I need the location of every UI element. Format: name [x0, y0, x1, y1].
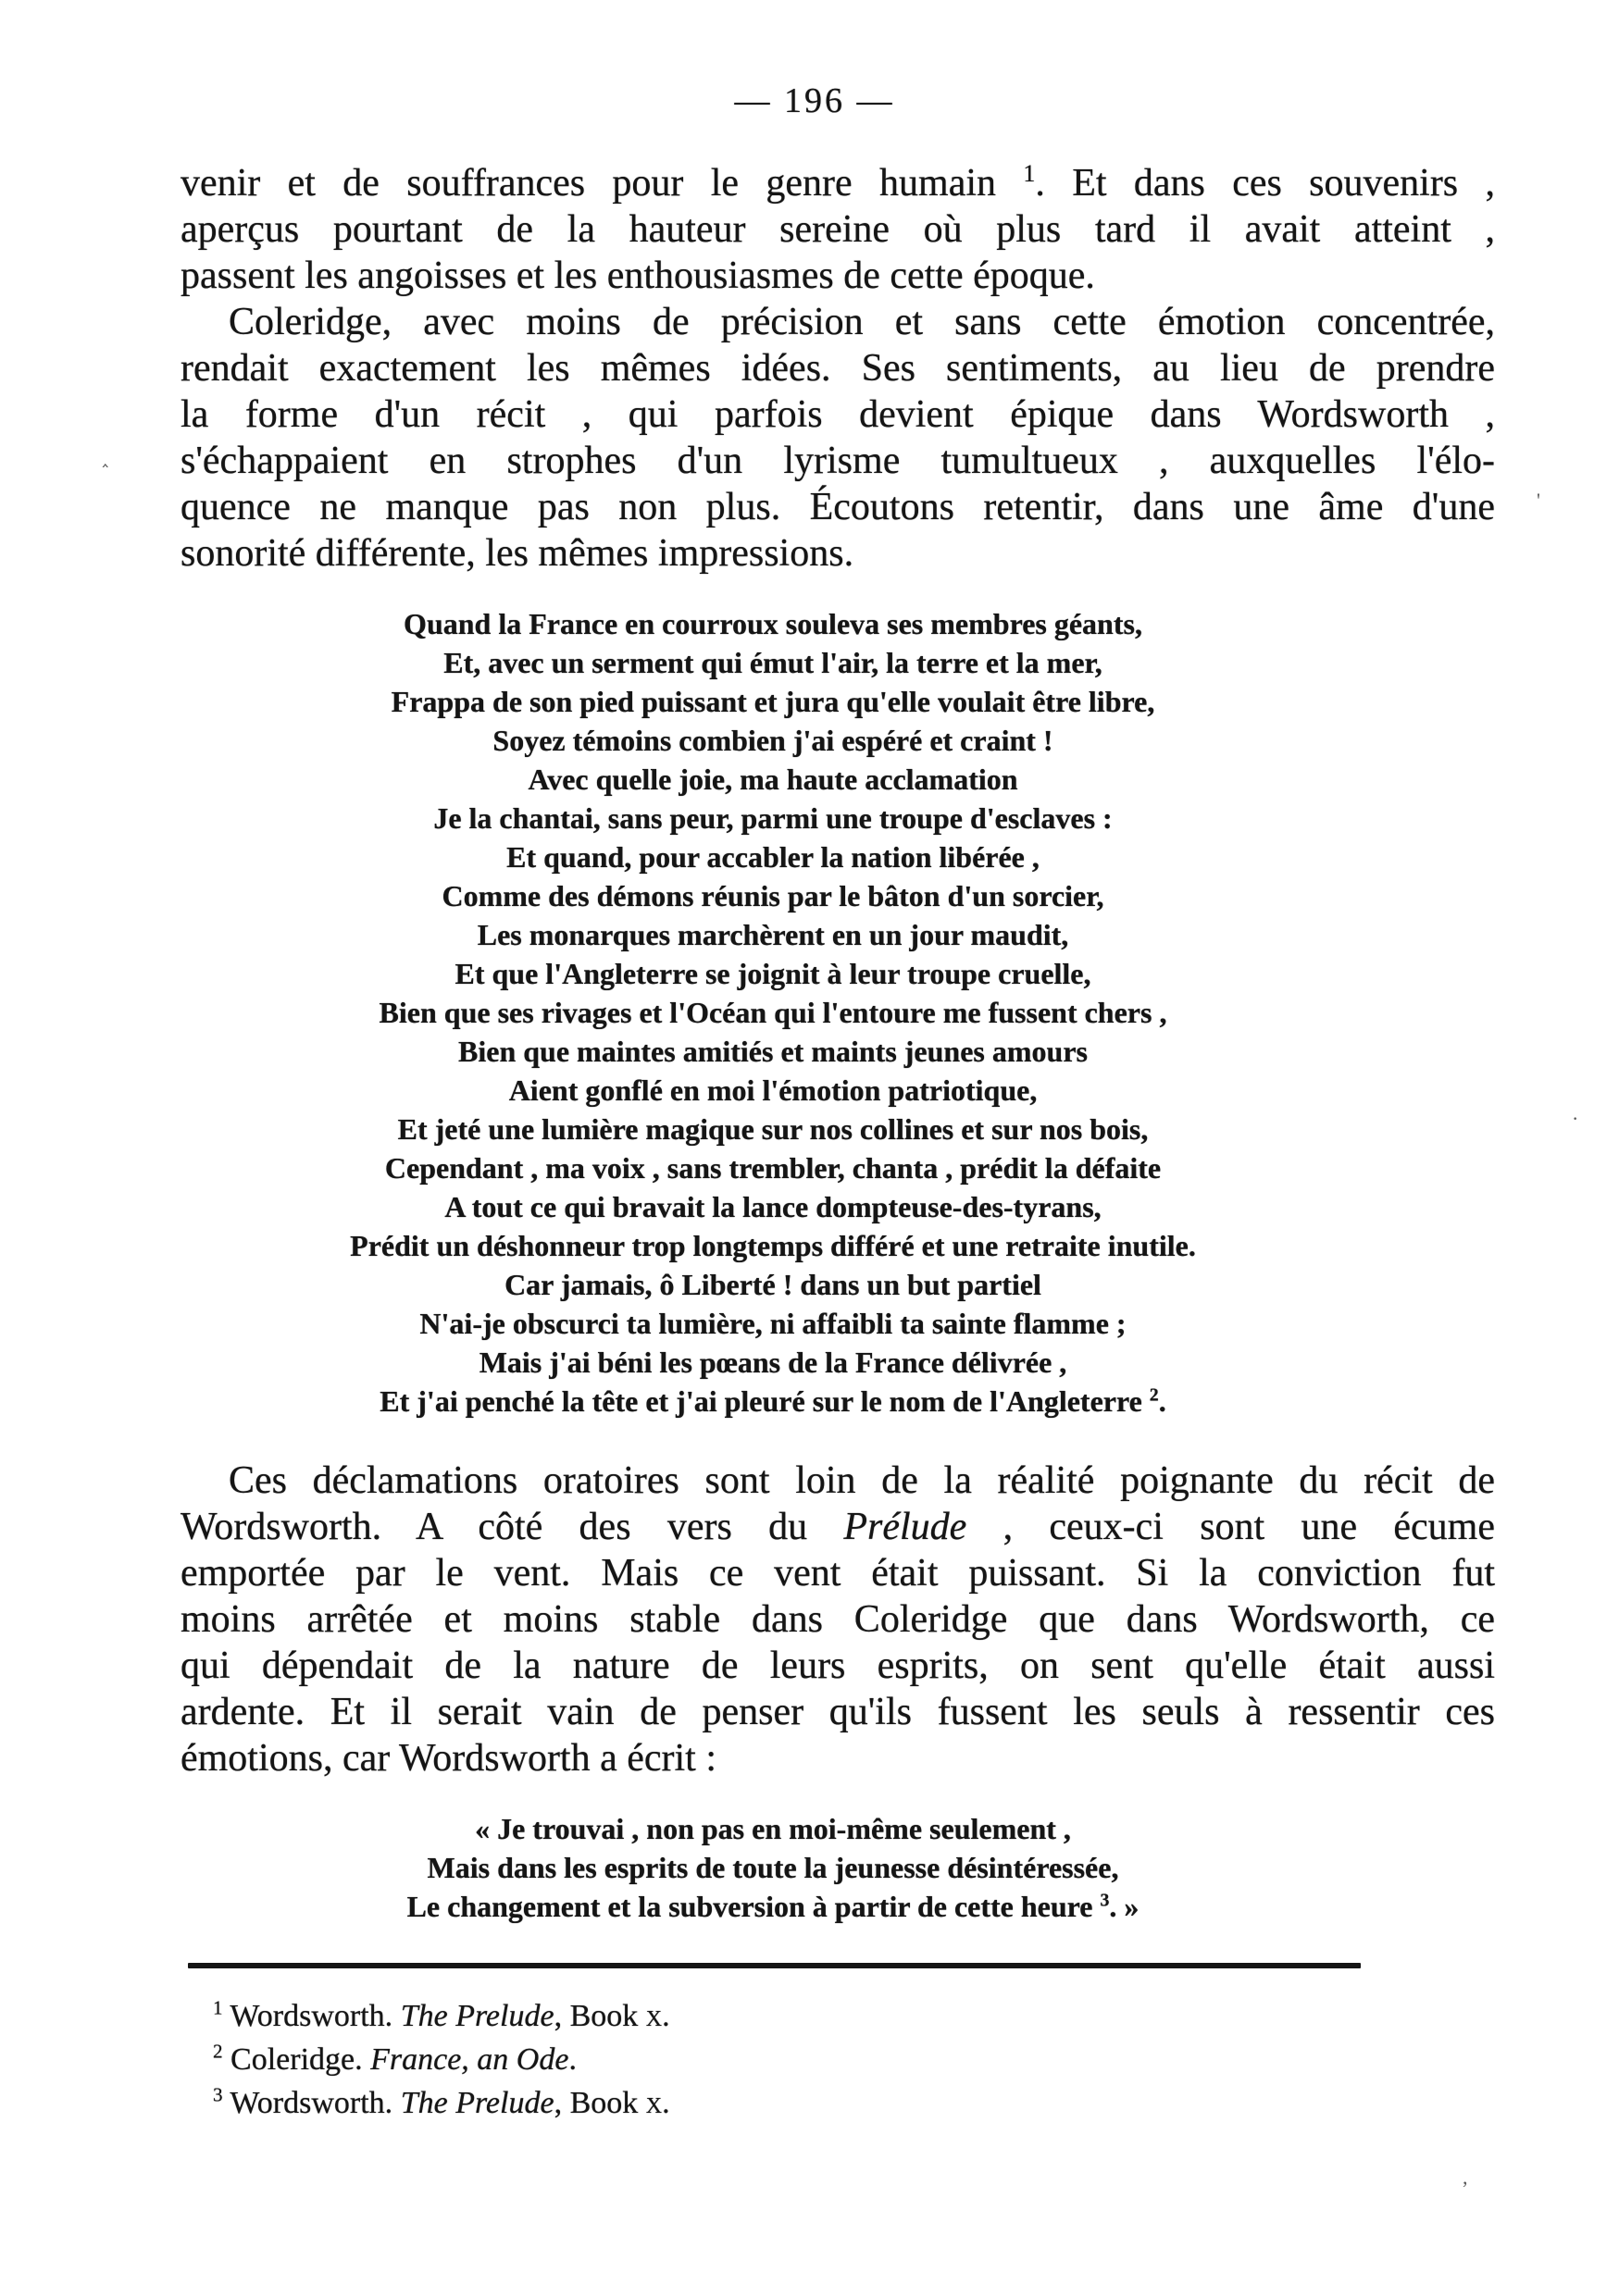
text-segment: Ces déclamations oratoires sont loin de la réalité poignante du récit de: [229, 1459, 1495, 1502]
text-segment: Et que l'Angleterre se joignit à leur troupe cruelle,: [455, 957, 1091, 990]
text-segment: The Prelude: [400, 1999, 554, 2033]
coleridge-ode-verse-line: [181, 838, 1365, 876]
text-segment: Quand la France en courroux souleva ses membres géants,: [404, 607, 1142, 640]
scan-speck: ·: [1572, 1107, 1579, 1130]
text-segment: Les monarques marchèrent en un jour maudit,: [477, 918, 1069, 951]
footnotes-line: [181, 1994, 1495, 2038]
commentary-paragraph-line: [181, 1458, 1495, 1504]
text-segment: , ceux-ci sont une écume: [966, 1506, 1495, 1548]
text-segment: Et, avec un serment qui émut l'air, la terre et la mer,: [443, 646, 1102, 679]
scan-speck: ': [1537, 489, 1540, 512]
coleridge-ode-verse-line: [181, 954, 1365, 993]
text-segment: Mais j'ai béni les pœans de la France délivrée ,: [479, 1346, 1067, 1379]
footnote-separator: [188, 1963, 1361, 1968]
coleridge-ode-verse-line: [181, 682, 1365, 721]
text-segment: .: [662, 1999, 670, 2033]
coleridge-ode-verse-line: [181, 1343, 1365, 1382]
text-segment: Et quand, pour accabler la nation libérée ,: [506, 840, 1040, 874]
text-segment: venir et de souffrances pour le genre humain: [181, 162, 1024, 205]
text-segment: Coleridge.: [222, 2042, 371, 2077]
wordsworth-quote-verse-line: [181, 1809, 1365, 1848]
wordsworth-quote-verse-line: [181, 1848, 1365, 1887]
coleridge-ode-verse-line: [181, 915, 1365, 954]
coleridge-ode-verse-line: [181, 1226, 1365, 1265]
text-segment: Et jeté une lumière magique sur nos collines et sur nos bois,: [397, 1112, 1149, 1146]
coleridge-ode-verse-line: [181, 1032, 1365, 1071]
coleridge-ode-verse-line: [181, 1110, 1365, 1148]
wordsworth-quote-verse: [181, 1809, 1365, 1926]
text-segment: Coleridge, avec moins de précision et sans cette émotion concentrée,: [229, 301, 1495, 343]
text-segment: Soyez témoins combien j'ai espéré et craint !: [492, 724, 1053, 757]
footnotes-line: [181, 2038, 1495, 2081]
scan-speck: ‸: [102, 444, 109, 467]
text-segment: Avec quelle joie, ma haute acclamation: [528, 763, 1018, 796]
commentary-paragraph-line: [181, 1735, 1495, 1781]
commentary-paragraph-line: [181, 1596, 1495, 1643]
text-segment: Cependant , ma voix , sans trembler, chanta , prédit la défaite: [384, 1151, 1162, 1185]
text-segment: Wordsworth.: [222, 1999, 401, 2033]
text-segment: A tout ce qui bravait la lance dompteuse-des-tyrans,: [444, 1190, 1102, 1223]
coleridge-paragraph-line: [181, 484, 1495, 530]
text-segment: Le changement et la subversion à partir de cette heure: [406, 1890, 1101, 1923]
coleridge-paragraph-line: [181, 438, 1495, 484]
text-segment: émotions, car Wordsworth a écrit :: [181, 1737, 717, 1780]
page-content: [181, 160, 1495, 2125]
text-segment: , Book: [554, 1999, 646, 2033]
commentary-paragraph-line: [181, 1643, 1495, 1689]
text-segment: rendait exactement les mêmes idées. Ses sentiments, au lieu de prendre: [181, 347, 1495, 390]
scan-speck: ,: [1463, 2166, 1468, 2189]
text-segment: . »: [1109, 1890, 1140, 1923]
coleridge-paragraph-line: [181, 530, 1495, 577]
text-segment: quence ne manque pas non plus. Écoutons retentir, dans une âme d'une: [181, 486, 1495, 528]
opening-paragraph-line: [181, 206, 1495, 253]
text-segment: « Je trouvai , non pas en moi-même seulement ,: [475, 1812, 1071, 1845]
text-segment: Et j'ai penché la tête et j'ai pleuré sur le nom de l'Angleterre: [380, 1384, 1150, 1418]
text-segment: Wordsworth.: [222, 2086, 401, 2120]
text-segment: Mais dans les esprits de toute la jeunesse désintéressée,: [427, 1851, 1119, 1884]
text-segment: emportée par le vent. Mais ce vent était puissant. Si la conviction fut: [181, 1552, 1495, 1595]
opening-paragraph: [181, 160, 1495, 299]
footnote-marker: 2: [1149, 1384, 1159, 1406]
footnote-marker: 2: [213, 2040, 223, 2063]
text-segment: s'échappaient en strophes d'un lyrisme tumultueux , auxquelles l'élo-: [181, 440, 1495, 482]
coleridge-paragraph-line: [181, 391, 1495, 438]
coleridge-ode-verse-line: [181, 993, 1365, 1032]
text-segment: Wordsworth. A côté des vers du: [181, 1506, 844, 1548]
text-segment: .: [1158, 1384, 1166, 1418]
footnote-marker: 3: [213, 2083, 223, 2106]
text-segment: Prédit un déshonneur trop longtemps différé et une retraite inutile.: [350, 1229, 1196, 1262]
text-segment: ardente. Et il serait vain de penser qu'ils fussent les seuls à ressentir ces: [181, 1691, 1495, 1733]
text-segment: . Et dans ces souvenirs ,: [1035, 162, 1495, 205]
opening-paragraph-line: [181, 160, 1495, 206]
opening-paragraph-line: [181, 253, 1495, 299]
text-segment: Prélude: [843, 1506, 967, 1548]
coleridge-ode-verse-line: [181, 721, 1365, 760]
coleridge-ode-verse: [181, 604, 1365, 1421]
text-segment: N'ai-je obscurci ta lumière, ni affaibli ta sainte flamme ;: [419, 1307, 1127, 1340]
coleridge-ode-verse-line: [181, 760, 1365, 799]
text-segment: Je la chantai, sans peur, parmi une troupe d'esclaves :: [433, 801, 1113, 835]
commentary-paragraph-line: [181, 1689, 1495, 1735]
text-segment: Comme des démons réunis par le bâton d'un sorcier,: [442, 879, 1104, 912]
coleridge-paragraph: [181, 299, 1495, 577]
coleridge-ode-verse-line: [181, 1187, 1365, 1226]
text-segment: Bien que maintes amitiés et maints jeunes amours: [458, 1035, 1088, 1068]
coleridge-ode-verse-line: [181, 1382, 1365, 1421]
page-number: — 196 —: [734, 81, 895, 120]
coleridge-ode-verse-line: [181, 876, 1365, 915]
text-segment: Bien que ses rivages et l'Océan qui l'entoure me fussent chers ,: [379, 996, 1167, 1029]
coleridge-ode-verse-line: [181, 643, 1365, 682]
text-segment: The Prelude: [400, 2086, 554, 2120]
coleridge-ode-verse-line: [181, 1304, 1365, 1343]
text-segment: .: [662, 2086, 670, 2120]
text-segment: .: [568, 2042, 577, 2077]
text-segment: France, an Ode: [370, 2042, 569, 2077]
coleridge-ode-verse-line: [181, 1148, 1365, 1187]
text-segment: qui dépendait de la nature de leurs esprits, on sent qu'elle était aussi: [181, 1644, 1495, 1687]
text-segment: Car jamais, ô Liberté ! dans un but partiel: [504, 1268, 1041, 1301]
coleridge-paragraph-line: [181, 299, 1495, 345]
text-segment: , Book: [554, 2086, 646, 2120]
text-segment: x: [645, 2086, 663, 2120]
footnotes: [181, 1994, 1495, 2125]
text-segment: Frappa de son pied puissant et jura qu'elle voulait être libre,: [391, 685, 1155, 718]
coleridge-ode-verse-line: [181, 1071, 1365, 1110]
footnote-marker: 1: [213, 1996, 223, 2019]
footnote-marker: 3: [1100, 1890, 1110, 1911]
text-segment: x: [645, 1999, 663, 2033]
commentary-paragraph: [181, 1458, 1495, 1781]
text-segment: moins arrêtée et moins stable dans Coleridge que dans Wordsworth, ce: [181, 1598, 1495, 1641]
page: [181, 0, 1495, 2125]
wordsworth-quote-verse-line: [181, 1887, 1365, 1926]
text-segment: la forme d'un récit , qui parfois devient épique dans Wordsworth ,: [181, 393, 1495, 436]
footnotes-line: [181, 2081, 1495, 2125]
commentary-paragraph-line: [181, 1550, 1495, 1596]
coleridge-paragraph-line: [181, 345, 1495, 391]
text-segment: aperçus pourtant de la hauteur sereine où plus tard il avait atteint ,: [181, 208, 1495, 251]
coleridge-ode-verse-line: [181, 799, 1365, 838]
text-segment: passent les angoisses et les enthousiasmes de cette époque.: [181, 254, 1095, 297]
text-segment: Aient gonflé en moi l'émotion patriotique,: [508, 1074, 1038, 1107]
commentary-paragraph-line: [181, 1504, 1495, 1550]
coleridge-ode-verse-line: [181, 604, 1365, 643]
text-segment: sonorité différente, les mêmes impressions.: [181, 532, 854, 575]
footnote-marker: 1: [1023, 160, 1036, 187]
coleridge-ode-verse-line: [181, 1265, 1365, 1304]
